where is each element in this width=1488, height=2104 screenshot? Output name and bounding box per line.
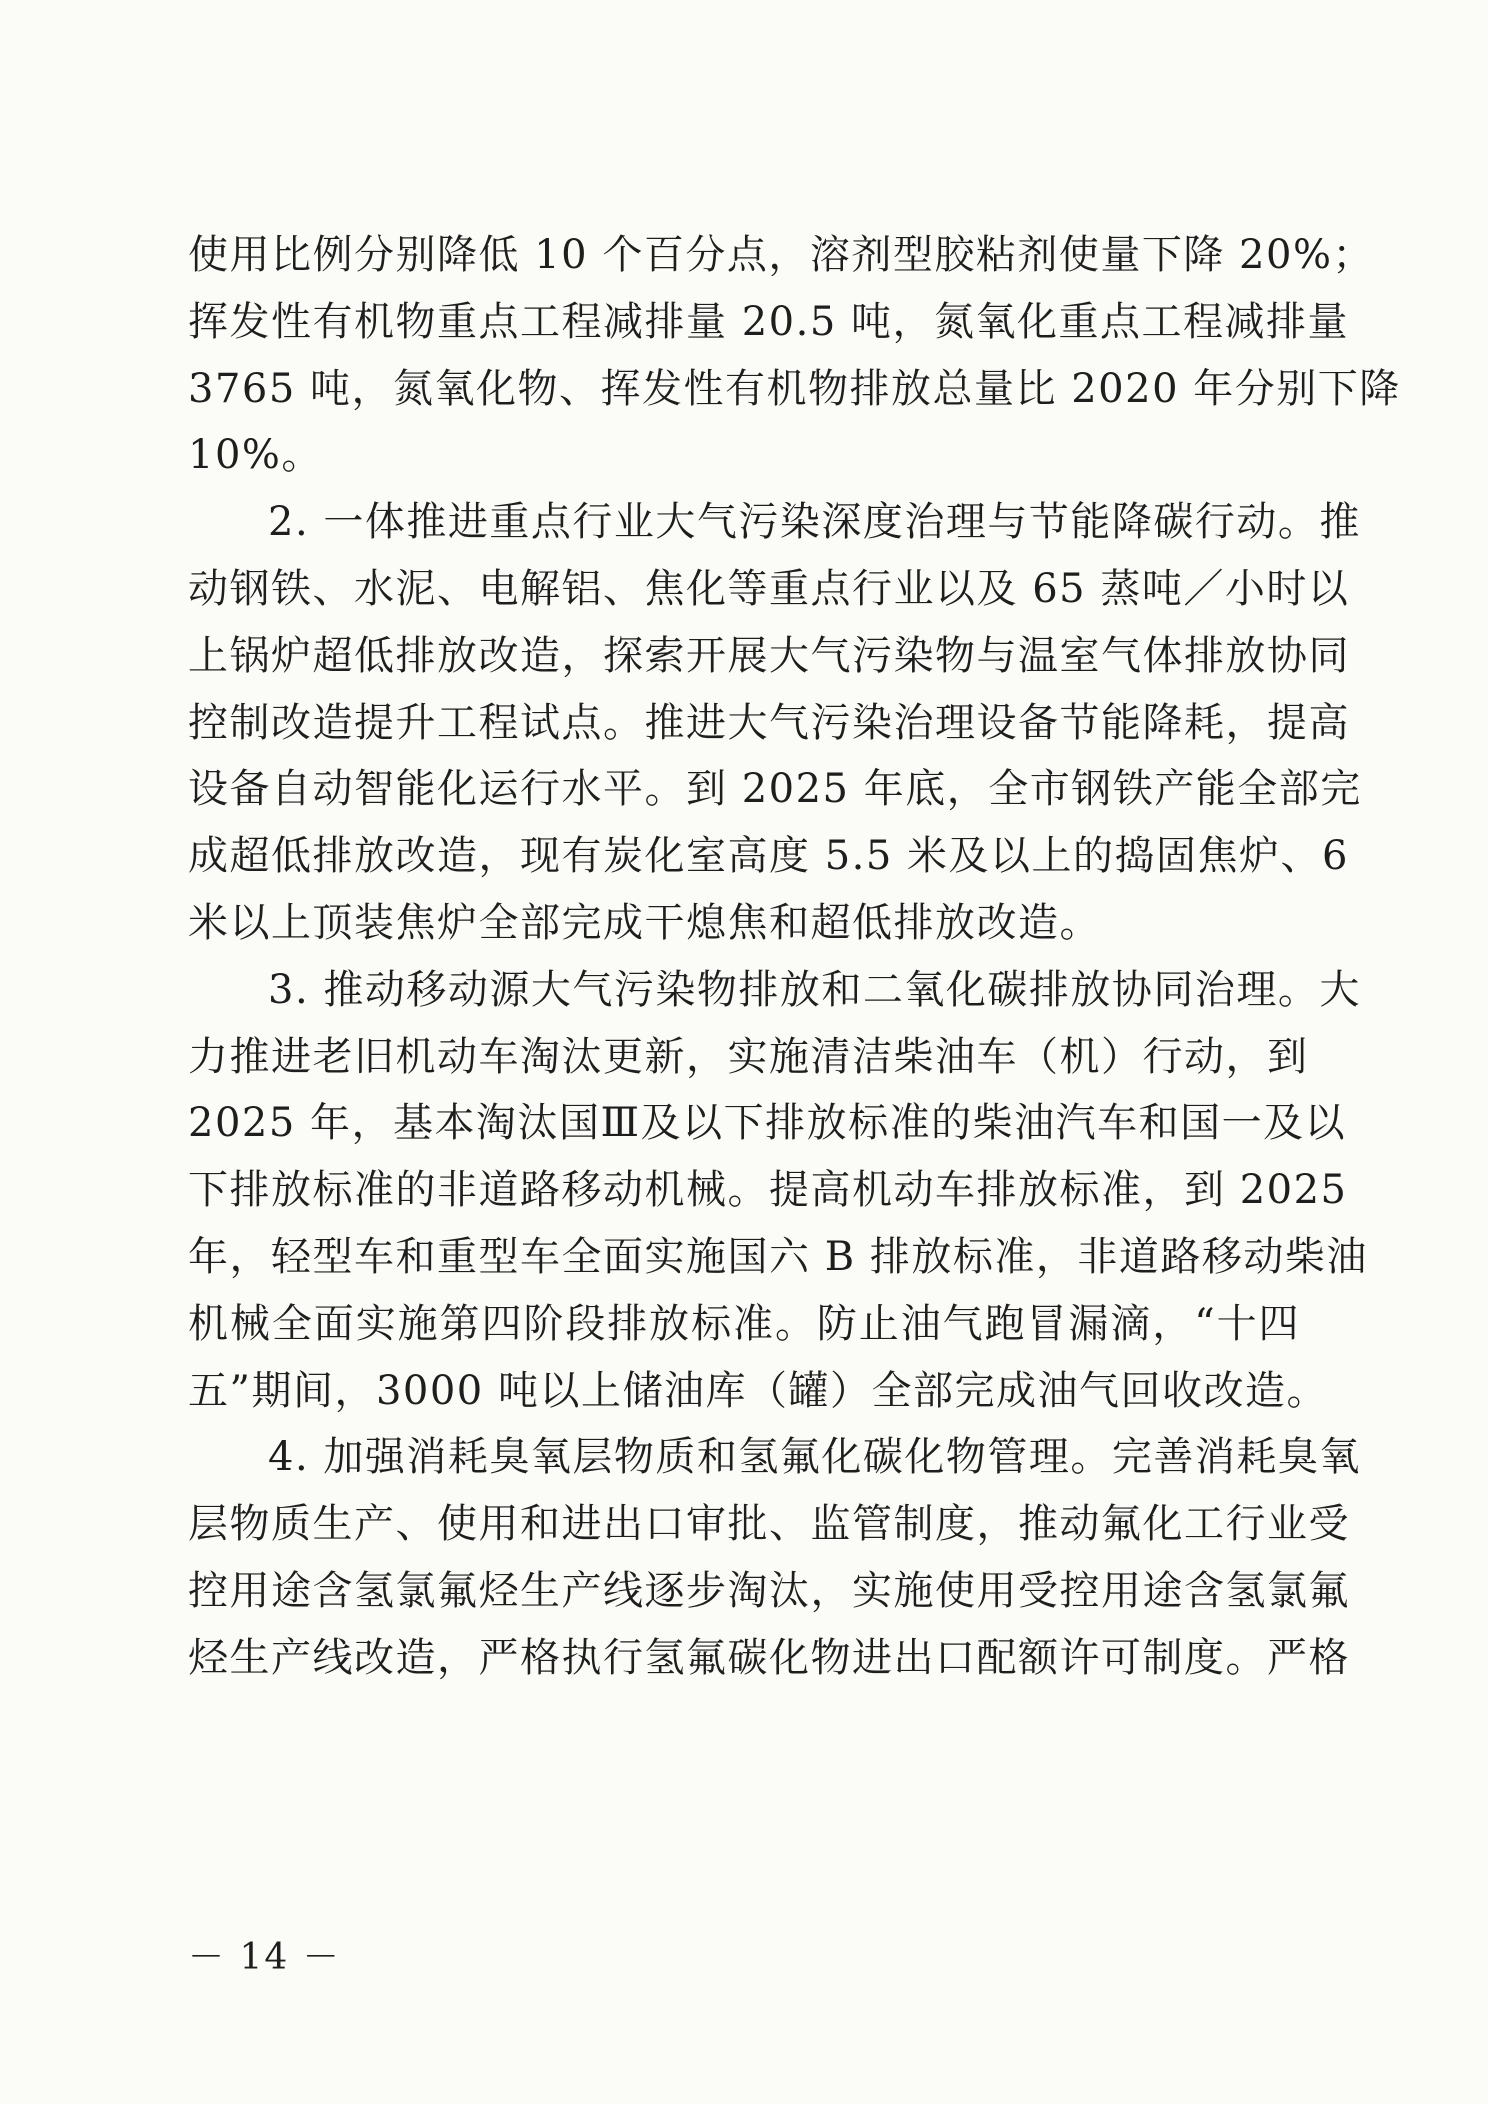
text-line: 2025 年，基本淘汰国Ⅲ及以下排放标准的柴油汽车和国一及以 [188,1100,1347,1147]
text-line: 成超低排放改造，现有炭化室高度 5.5 米及以上的捣固焦炉、6 [188,833,1349,880]
text-line: 层物质生产、使用和进出口审批、监管制度，推动氟化工行业受 [188,1501,1350,1548]
text-line: 年，轻型车和重型车全面实施国六 B 排放标准，非道路移动柴油 [188,1233,1368,1280]
text-line: 动钢铁、水泥、电解铝、焦化等重点行业以及 65 蒸吨／小时以 [188,565,1350,612]
text-line: 3765 吨，氮氧化物、挥发性有机物排放总量比 2020 年分别下降 [188,365,1401,412]
text-line: 下排放标准的非道路移动机械。提高机动车排放标准，到 2025 [188,1167,1348,1214]
body-text [188,222,1401,1692]
text-line: 设备自动智能化运行水平。到 2025 年底，全市钢铁产能全部完 [188,766,1362,813]
text-line: 使用比例分别降低 10 个百分点，溶剂型胶粘剂使量下降 20%； [188,232,1374,278]
text-line: 力推进老旧机动车淘汰更新，实施清洁柴油车（机）行动，到 [188,1033,1309,1080]
text-line: 3. 推动移动源大气污染物排放和二氧化碳排放协同治理。大 [268,966,1361,1013]
text-line: 五”期间，3000 吨以上储油库（罐）全部完成油气回收改造。 [188,1367,1328,1414]
text-line: 机械全面实施第四阶段排放标准。防止油气跑冒漏滴，“十四 [188,1300,1300,1347]
text-line: 控用途含氢氯氟烃生产线逐步淘汰，实施使用受控用途含氢氯氟 [188,1567,1350,1614]
text-line: 挥发性有机物重点工程减排量 20.5 吨，氮氧化重点工程减排量 [188,298,1349,345]
text-line: 上锅炉超低排放改造，探索开展大气污染物与温室气体排放协同 [188,632,1350,679]
text-line: 10%。 [188,432,323,479]
text-line: 4. 加强消耗臭氧层物质和氢氟化碳化物管理。完善消耗臭氧 [268,1434,1361,1481]
page-number: － 14 － [188,1937,341,1978]
text-line: 米以上顶装焦炉全部完成干熄焦和超低排放改造。 [188,899,1101,946]
text-line: 烃生产线改造，严格执行氢氟碳化物进出口配额许可制度。严格 [188,1634,1350,1681]
text-line: 控制改造提升工程试点。推进大气污染治理设备节能降耗，提高 [188,699,1350,746]
text-line: 2. 一体推进重点行业大气污染深度治理与节能降碳行动。推 [268,499,1361,546]
